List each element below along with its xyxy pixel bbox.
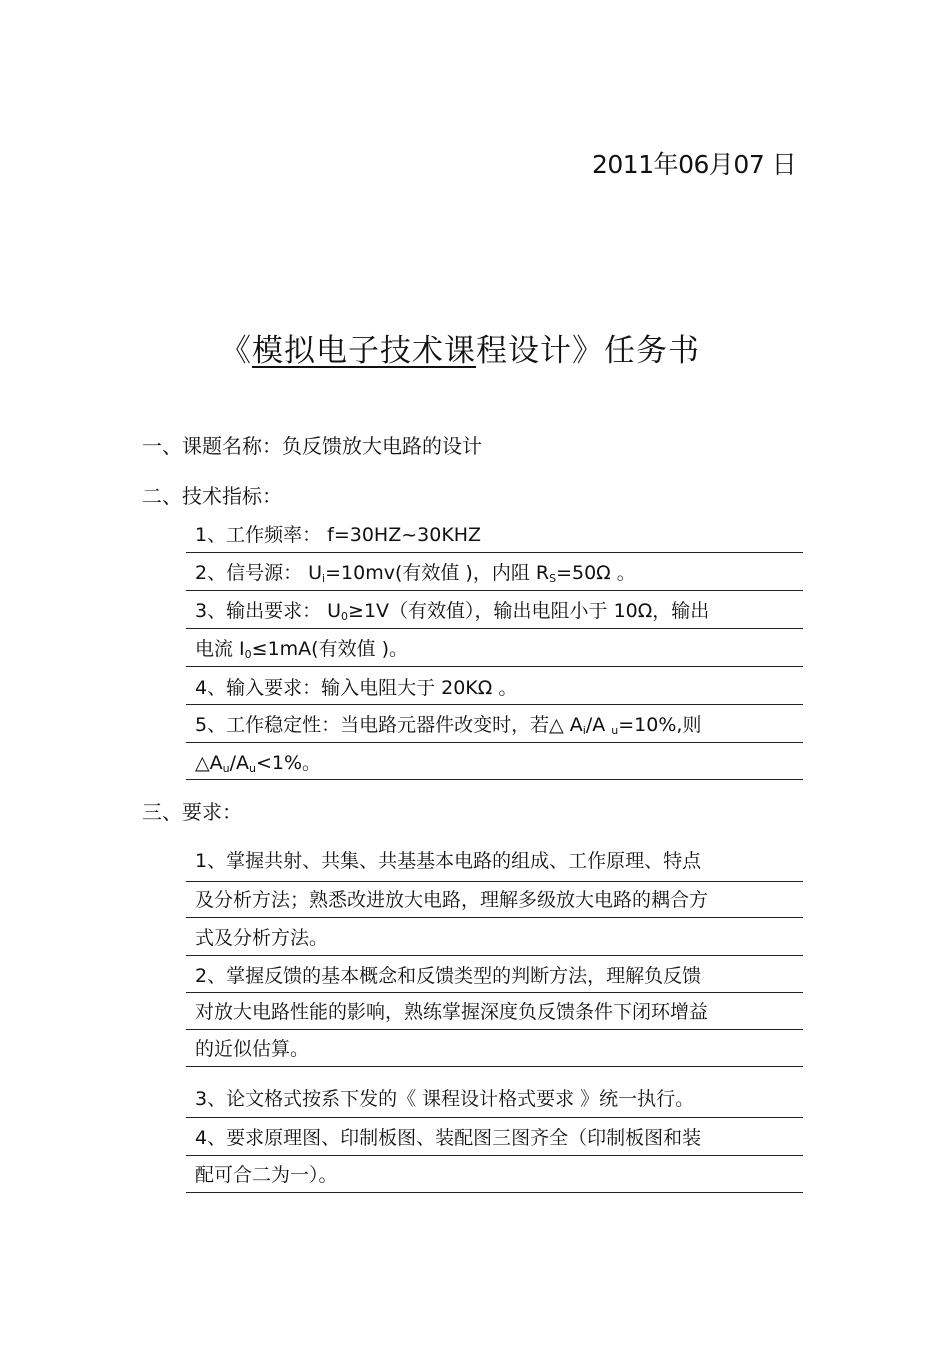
spec-item-frequency: 1、工作频率： f=30HZ~30KHZ [195, 524, 482, 546]
divider-line [186, 992, 803, 993]
divider-line [186, 1155, 803, 1156]
spec-item-stability-text-f: <1%。 [255, 752, 322, 774]
spec-item-stability-text-e: /A [229, 752, 249, 774]
spec-item-output-text-b: ≥1V（有效值），输出电阻小于 10Ω，输出 [348, 600, 710, 622]
requirement-4-line2: 配可合二为一）。 [195, 1164, 338, 1186]
divider-line [186, 628, 803, 629]
spec-item-signal-text-a: 2、信号源： U [195, 562, 323, 584]
spec-item-signal-source [195, 558, 636, 585]
divider-line [186, 1029, 803, 1030]
divider-line [186, 1066, 803, 1067]
spec-item-signal-text-c: =50Ω 。 [556, 562, 636, 584]
requirement-2-line2: 对放大电路性能的影响，熟练掌握深度负反馈条件下闭环增益 [195, 1001, 709, 1023]
requirement-3-line1: 3、论文格式按系下发的《 课程设计格式要求 》统一执行。 [195, 1088, 695, 1110]
divider-line [186, 1192, 803, 1193]
subscript-i: i [322, 572, 326, 585]
title-underlined-part: 模拟电子技术课 [252, 333, 476, 369]
divider-line [186, 590, 803, 591]
spec-item-input: 4、输入要求：输入电阻大于 20KΩ 。 [195, 677, 518, 699]
divider-line [186, 881, 803, 882]
document-date: 2011年06月07 日 [592, 150, 797, 179]
section-topic: 一、课题名称：负反馈放大电路的设计 [142, 434, 482, 458]
divider-line [186, 742, 803, 743]
spec-item-stability-text-c: =10%,则 [618, 714, 702, 736]
subscript-u: u [222, 762, 230, 775]
title-rest: 程设计》任务书 [476, 333, 700, 369]
title-open-bracket: 《 [220, 333, 252, 369]
spec-item-output-line1 [195, 596, 709, 623]
document-title [220, 325, 700, 370]
divider-line [186, 917, 803, 918]
spec-item-stability-line1 [195, 710, 701, 737]
divider-line [186, 704, 803, 705]
requirement-2-line3: 的近似估算。 [195, 1038, 310, 1060]
divider-line [186, 552, 803, 553]
subscript-s: S [549, 572, 557, 585]
spec-item-stability-text-a: 5、工作稳定性：当电路元器件改变时，若△ A [195, 714, 583, 736]
spec-item-stability-text-d: △A [195, 752, 223, 774]
divider-line [186, 666, 803, 667]
spec-item-stability-line2 [195, 748, 321, 775]
requirement-4-line1: 4、要求原理图、印制板图、装配图三图齐全（印制板图和装 [195, 1127, 702, 1149]
requirement-1-line3: 式及分析方法。 [195, 927, 329, 949]
divider-line [186, 955, 803, 956]
divider-line [186, 1117, 803, 1118]
requirement-1-line1: 1、掌握共射、共集、共基基本电路的组成、工作原理、特点 [195, 850, 702, 872]
subscript-i: i [582, 724, 586, 737]
section-requirements: 三、要求： [142, 800, 242, 824]
spec-item-stability-text-b: /A [585, 714, 612, 736]
spec-item-output-line2 [195, 634, 408, 661]
subscript-0: 0 [244, 648, 252, 661]
requirement-2-line1: 2、掌握反馈的基本概念和反馈类型的判断方法，理解负反馈 [195, 965, 702, 987]
subscript-u: u [249, 762, 256, 775]
spec-item-signal-text-b: =10mv(有效值 )，内阻 R [325, 562, 550, 584]
spec-item-output-text-a: 3、输出要求： U [195, 600, 342, 622]
requirement-1-line2: 及分析方法；熟悉改进放大电路，理解多级放大电路的耦合方 [195, 889, 709, 911]
spec-item-output-text-d: ≤1mA(有效值 )。 [251, 638, 409, 660]
subscript-0: 0 [341, 610, 349, 623]
section-tech-specs: 二、技术指标： [142, 484, 282, 508]
subscript-u: u [611, 724, 619, 737]
divider-line [186, 779, 803, 780]
spec-item-output-text-c: 电流 I [195, 638, 245, 660]
